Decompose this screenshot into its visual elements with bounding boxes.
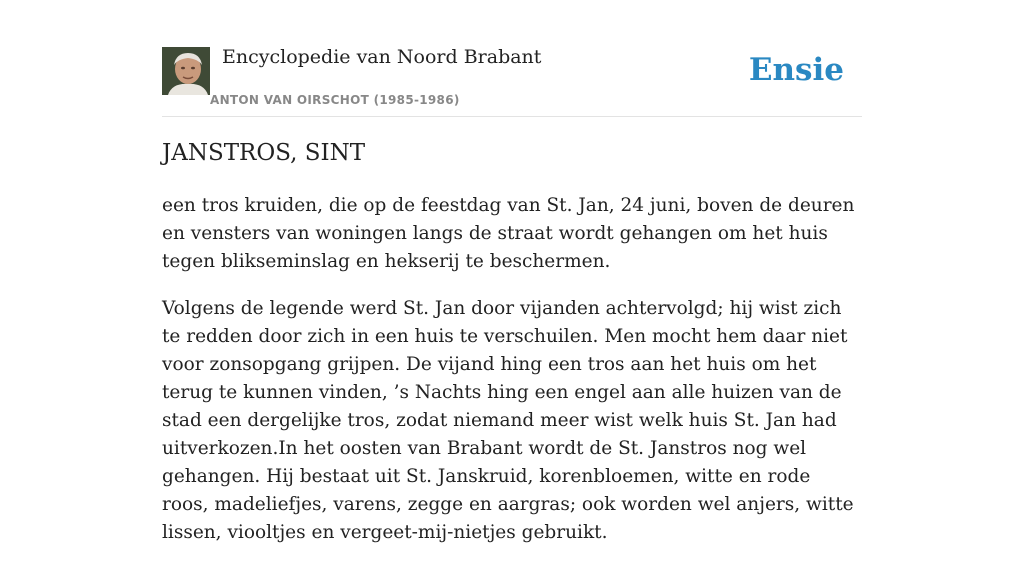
header xyxy=(162,46,862,117)
author-avatar[interactable] xyxy=(162,47,210,95)
author-name[interactable]: ANTON VAN OIRSCHOT (1985-1986) xyxy=(210,93,460,107)
entry-paragraph: Volgens de legende werd St. Jan door vijanden achtervolgd; hij wist zich te redden door zich in een huis te verschuilen. Men mocht hem daar niet voor zonsopgang grijpen. De vijand hing een tros aan het huis om het terug te kunnen vinden, ’s Nachts hing een engel aan alle huizen van de stad een dergelijke tros, zodat niemand meer wist welk huis St. Jan had uitverkozen.In het oosten van Brabant wordt de St. Janstros nog wel gehangen. Hij bestaat uit St. Janskruid, korenbloemen, witte en rode roos, madeliefjes, varens, zegge en aargras; ook worden wel anjers, witte lissen, viooltjes en vergeet-mij-nietjes gebruikt. xyxy=(162,298,854,543)
author-portrait-icon xyxy=(162,47,210,95)
ensie-logo[interactable]: Ensie xyxy=(748,52,844,88)
entry-paragraph: een tros kruiden, die op de feestdag van St. Jan, 24 juni, boven de deuren en vensters van woningen langs de straat wordt gehangen om het huis tegen blikseminslag en hekserij te beschermen. xyxy=(162,195,855,272)
entry-title: JANSTROS, SINT xyxy=(162,140,366,166)
book-title[interactable]: Encyclopedie van Noord Brabant xyxy=(222,46,542,68)
entry-body xyxy=(162,192,862,566)
